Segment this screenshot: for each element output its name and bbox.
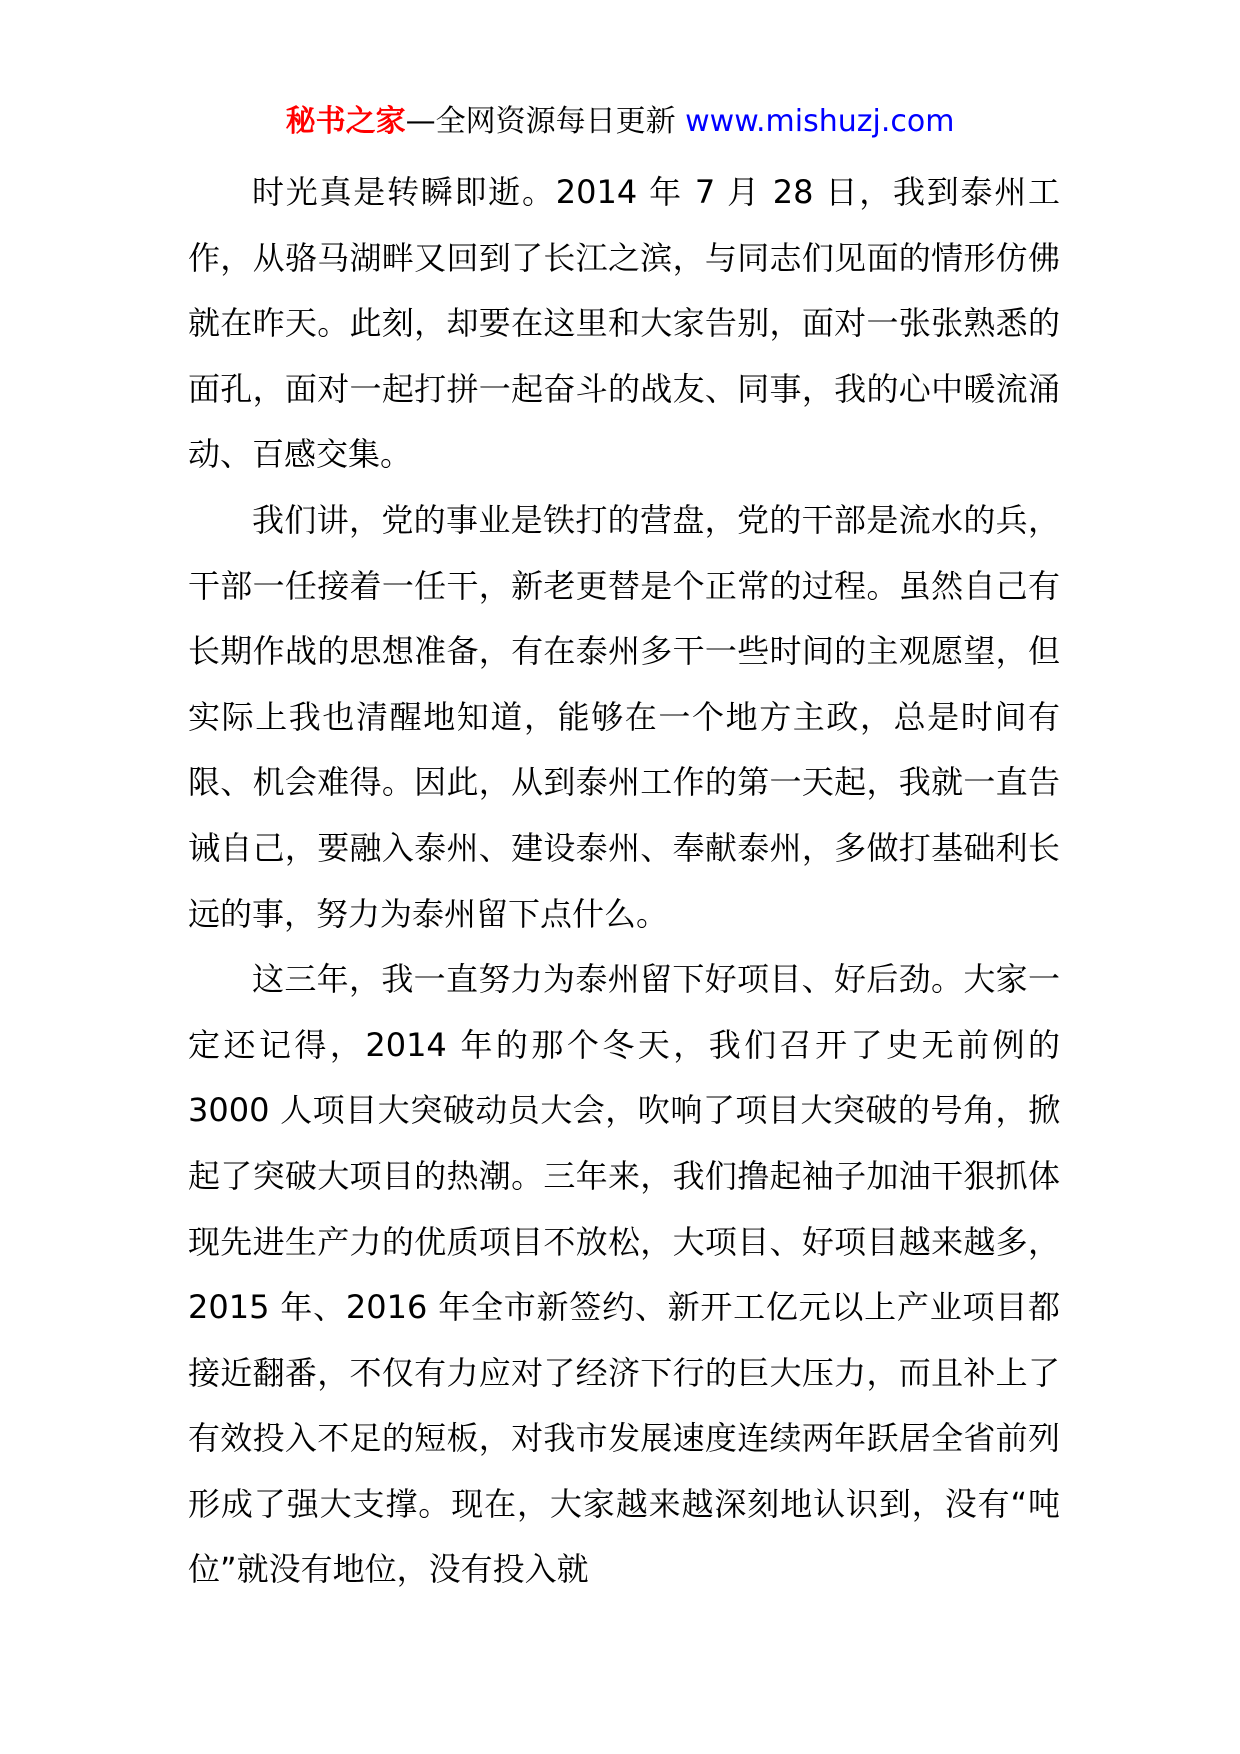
site-tagline: —全网资源每日更新 [405, 104, 686, 139]
site-brand: 秘书之家 [285, 104, 406, 139]
page-header [0, 100, 1240, 144]
paragraph: 时光真是转瞬即逝。2014 年 7 月 28 日，我到泰州工作，从骆马湖畔又回到了长江之滨，与同志们见面的情形仿佛就在昨天。此刻，却要在这里和大家告别，面对一张张熟悉的面孔，面对一起打拼一起奋斗的战友、同事，我的心中暖流涌动、百感交集。 [188, 173, 1060, 474]
document-body [188, 160, 1060, 1603]
paragraph: 我们讲，党的事业是铁打的营盘，党的干部是流水的兵，干部一任接着一任干，新老更替是个正常的过程。虽然自己有长期作战的思想准备，有在泰州多干一些时间的主观愿望，但实际上我也清醒地知道，能够在一个地方主政，总是时间有限、机会难得。因此，从到泰州工作的第一天起，我就一直告诫自己，要融入泰州、建设泰州、奉献泰州，多做打基础利长远的事，努力为泰州留下点什么。 [188, 500, 1060, 933]
paragraph: 这三年，我一直努力为泰州留下好项目、好后劲。大家一定还记得，2014 年的那个冬天，我们召开了史无前例的 3000 人项目大突破动员大会，吹响了项目大突破的号角，掀起了突破大项目的热潮。三年来，我们撸起袖子加油干狠抓体现先进生产力的优质项目不放松，大项目、好项目越来越多，2015 年、2016 年全市新签约、新开工亿元以上产业项目都接近翻番，不仅有力应对了经济下行的巨大压力，而且补上了有效投入不足的短板，对我市发展速度连续两年跃居全省前列形成了强大支撑。现在，大家越来越深刻地认识到，没有“吨位”就没有地位，没有投入就 [188, 960, 1060, 1589]
site-url-link[interactable]: www.mishuzj.com [685, 104, 955, 139]
